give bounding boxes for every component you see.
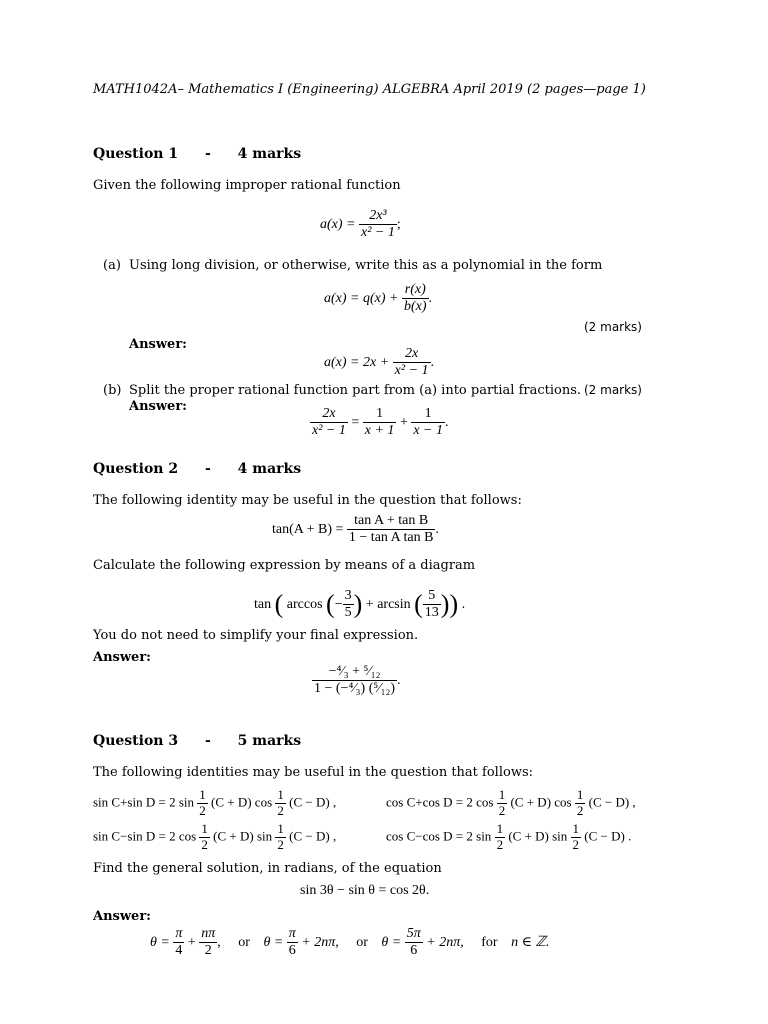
q3-identity-1-c: (C − D) , [289, 794, 337, 810]
q1-part-b-tail: . [445, 414, 449, 430]
q3-half-den: 2 [199, 802, 206, 818]
q3-identity-2-b: (C + D) cos [510, 794, 572, 810]
q2-note: You do not need to simplify your final expression. [93, 628, 419, 643]
q3-answer-1-tail: , [217, 934, 221, 950]
q2-expression-tail: . [461, 596, 466, 612]
q2-answer-num: −⁴⁄₃ + ⁵⁄₁₂ [312, 664, 397, 681]
q2-title: Question 2 [93, 461, 179, 477]
q1-part-b-answer [310, 406, 449, 439]
q3-identity-3-a: sin C−sin D = 2 cos [93, 828, 197, 844]
q3-answer-1-frac-1 [173, 926, 184, 959]
q1-function-den: x² − 1 [361, 225, 395, 241]
q1-part-b-fraction-3 [411, 406, 445, 439]
q2-identity-den: 1 − tan A tan B [348, 530, 434, 546]
q3-answer-1-n2: nπ [199, 926, 217, 943]
q1-part-b-num-1: 2x [310, 406, 348, 423]
q2-expression-paren-close: ) [449, 589, 459, 619]
q2-identity-lhs: tan(A + B) = [272, 521, 344, 537]
q2-answer [312, 664, 401, 697]
q1-part-a-form-tail: . [428, 290, 433, 306]
q1-part-b-fraction-1 [310, 406, 348, 439]
q1-part-a-marks: (2 marks) [584, 320, 642, 334]
q1-part-b-num-2: 1 [363, 406, 397, 423]
q1-part-b-num-3: 1 [411, 406, 445, 423]
q3-half-num: 1 [496, 821, 504, 836]
q1-part-a-answer-label: Answer: [129, 337, 187, 352]
q3-answer-1-d1: 4 [175, 943, 183, 959]
q3-half-num: 1 [201, 821, 208, 836]
q3-half-4b [571, 822, 582, 853]
q3-half-num: 1 [498, 787, 506, 802]
q2-identity-num: tan A + tan B [347, 513, 436, 530]
q3-identity-3-c: (C − D) , [289, 828, 337, 844]
q3-half-3a [199, 822, 210, 853]
q3-identity-3-b: (C + D) sin [213, 828, 273, 844]
q2-dash: - [204, 461, 211, 477]
q1-title: Question 1 [93, 146, 179, 162]
q3-half-num: 1 [572, 821, 580, 836]
q1-part-a-text: Using long division, or otherwise, write this as a polynomial in the form [129, 258, 603, 273]
q1-part-a-form-num: r(x) [402, 282, 429, 299]
q2-expression-paren-3-open: ( [414, 589, 423, 619]
q3-identity-2 [386, 788, 636, 819]
q1-part-a-answer [324, 346, 434, 379]
q3-answer-1-frac-2 [199, 926, 217, 959]
q3-half-num: 1 [199, 787, 206, 802]
q3-answer [150, 926, 549, 959]
q3-identity-2-a: cos C+cos D = 2 cos [386, 794, 494, 810]
q3-identity-1-a: sin C+sin D = 2 sin [93, 794, 194, 810]
q3-task: Find the general solution, in radians, of the equation [93, 861, 442, 876]
q2-intro: The following identity may be useful in the question that follows: [93, 493, 522, 508]
q1-part-b-label: (b) [103, 383, 122, 398]
q2-identity-tail: . [435, 521, 439, 537]
q3-equation: sin 3θ − sin θ = cos 2θ. [300, 883, 430, 898]
q2-expression-paren-open: ( [274, 589, 284, 619]
q3-answer-3-frac [405, 926, 423, 959]
q3-identity-4-a: cos C−cos D = 2 sin [386, 828, 492, 844]
q2-expression-fraction-2 [423, 588, 441, 621]
q3-half-num: 1 [576, 787, 584, 802]
q3-identity-3 [93, 822, 336, 853]
q2-identity [272, 513, 439, 546]
q3-answer-2-lhs: θ = [263, 934, 284, 950]
q2-expression-paren-3-close: ) [440, 589, 450, 619]
q2-answer-label: Answer: [93, 650, 151, 665]
q3-half-3b [275, 822, 286, 853]
q3-marks: 5 marks [237, 733, 302, 749]
q1-function-tail: ; [396, 216, 401, 232]
q3-half-4a [495, 822, 506, 853]
q3-answer-2-frac [287, 926, 298, 959]
q2-expression [254, 588, 465, 621]
q3-half-1a [197, 788, 208, 819]
q1-part-b-text: Split the proper rational function part from (a) into partial fractions. [129, 383, 582, 398]
q3-answer-2-d: 6 [288, 943, 296, 959]
q3-answer-or-1: or [238, 934, 250, 950]
q3-title: Question 3 [93, 733, 179, 749]
q2-expression-fraction-1 [343, 588, 354, 621]
q1-marks: 4 marks [237, 146, 302, 162]
q2-expression-arccos: arccos [286, 596, 323, 612]
q1-part-a-answer-num: 2x [393, 346, 431, 363]
q3-half-2b [575, 788, 586, 819]
q1-part-a-answer-lhs: a(x) = 2x + [324, 354, 390, 370]
q3-dash: - [204, 733, 211, 749]
q1-part-a-answer-den: x² − 1 [394, 363, 429, 379]
q3-identity-4-b: (C + D) sin [508, 828, 568, 844]
q1-part-a-form [324, 282, 432, 315]
q3-half-den: 2 [496, 836, 504, 852]
q2-expression-f2-den: 13 [424, 605, 439, 621]
q3-answer-label: Answer: [93, 909, 151, 924]
q2-marks: 4 marks [237, 461, 302, 477]
q2-expression-f2-num: 5 [423, 588, 441, 605]
q3-half-num: 1 [277, 821, 284, 836]
q1-part-a-form-lhs: a(x) = q(x) + [324, 290, 399, 306]
q1-part-a-answer-fraction [393, 346, 431, 379]
q2-heading [93, 461, 301, 477]
q2-identity-fraction [347, 513, 436, 546]
q1-part-a-label: (a) [103, 258, 121, 273]
q1-part-b-den-3: x − 1 [413, 423, 444, 439]
q1-part-b-den-1: x² − 1 [312, 423, 346, 439]
q3-identity-4 [386, 822, 631, 853]
q3-answer-3-tail: + 2nπ, [426, 934, 464, 950]
q1-function-num: 2x³ [359, 208, 397, 225]
q3-half-den: 2 [498, 802, 506, 818]
q1-part-a-form-fraction [402, 282, 429, 315]
q3-half-den: 2 [572, 836, 580, 852]
q3-answer-domain: n ∈ ℤ. [511, 934, 550, 950]
q3-answer-3-d: 6 [410, 943, 418, 959]
q1-function-fraction [359, 208, 397, 241]
q2-expression-arcsin: + arcsin [365, 596, 411, 612]
q3-identity-4-c: (C − D) . [584, 828, 632, 844]
q3-half-den: 2 [576, 802, 584, 818]
q3-identity-1 [93, 788, 336, 819]
q2-expression-paren-2-open: ( [326, 589, 335, 619]
q3-half-1b [275, 788, 286, 819]
q3-half-den: 2 [277, 802, 284, 818]
q2-expression-neg: − [334, 596, 343, 612]
q3-answer-1-d2: 2 [204, 943, 212, 959]
q2-answer-den: 1 − (−⁴⁄₃) (⁵⁄₁₂) [314, 681, 396, 697]
q2-answer-fraction [312, 664, 397, 697]
q2-expression-tan: tan [254, 596, 272, 612]
q3-intro: The following identities may be useful in the question that follows: [93, 765, 534, 780]
q3-identity-2-c: (C − D) , [588, 794, 636, 810]
q1-part-a-form-den: b(x) [403, 299, 427, 315]
q1-part-b-answer-label: Answer: [129, 399, 187, 414]
q1-dash: - [204, 146, 211, 162]
q3-answer-for: for [481, 934, 498, 950]
page-header: MATH1042A– Mathematics I (Engineering) ALGEBRA April 2019 (2 pages—page 1) [93, 82, 646, 97]
q3-answer-3-lhs: θ = [381, 934, 402, 950]
q1-function [320, 208, 401, 241]
q3-half-den: 2 [201, 836, 208, 852]
q1-part-a-answer-tail: . [430, 354, 435, 370]
q3-half-num: 1 [277, 787, 284, 802]
q1-part-b-fraction-2 [363, 406, 397, 439]
q2-expression-paren-2-close: ) [353, 589, 363, 619]
q1-heading [93, 146, 301, 162]
q1-intro: Given the following improper rational function [93, 178, 401, 193]
q1-part-b-plus: + [399, 414, 408, 430]
q1-part-b-equals: = [351, 414, 360, 430]
q2-task: Calculate the following expression by means of a diagram [93, 558, 476, 573]
q2-expression-f1-num: 3 [343, 588, 354, 605]
q2-expression-f1-den: 5 [344, 605, 352, 621]
q3-answer-1-lhs: θ = [150, 934, 170, 950]
q3-answer-2-tail: + 2nπ, [301, 934, 339, 950]
q2-answer-tail: . [397, 672, 401, 688]
q3-answer-3-n: 5π [405, 926, 423, 943]
q3-answer-or-2: or [356, 934, 368, 950]
q3-answer-2-n: π [287, 926, 298, 943]
q3-half-2a [497, 788, 508, 819]
q3-answer-1-plus: + [187, 934, 196, 950]
q3-identity-1-b: (C + D) cos [211, 794, 273, 810]
q3-heading [93, 733, 301, 749]
q3-half-den: 2 [277, 836, 284, 852]
q1-part-b-den-2: x + 1 [364, 423, 395, 439]
q1-function-lhs: a(x) = [320, 216, 356, 232]
q3-answer-1-n1: π [173, 926, 184, 943]
q1-part-b-marks: (2 marks) [584, 383, 642, 397]
